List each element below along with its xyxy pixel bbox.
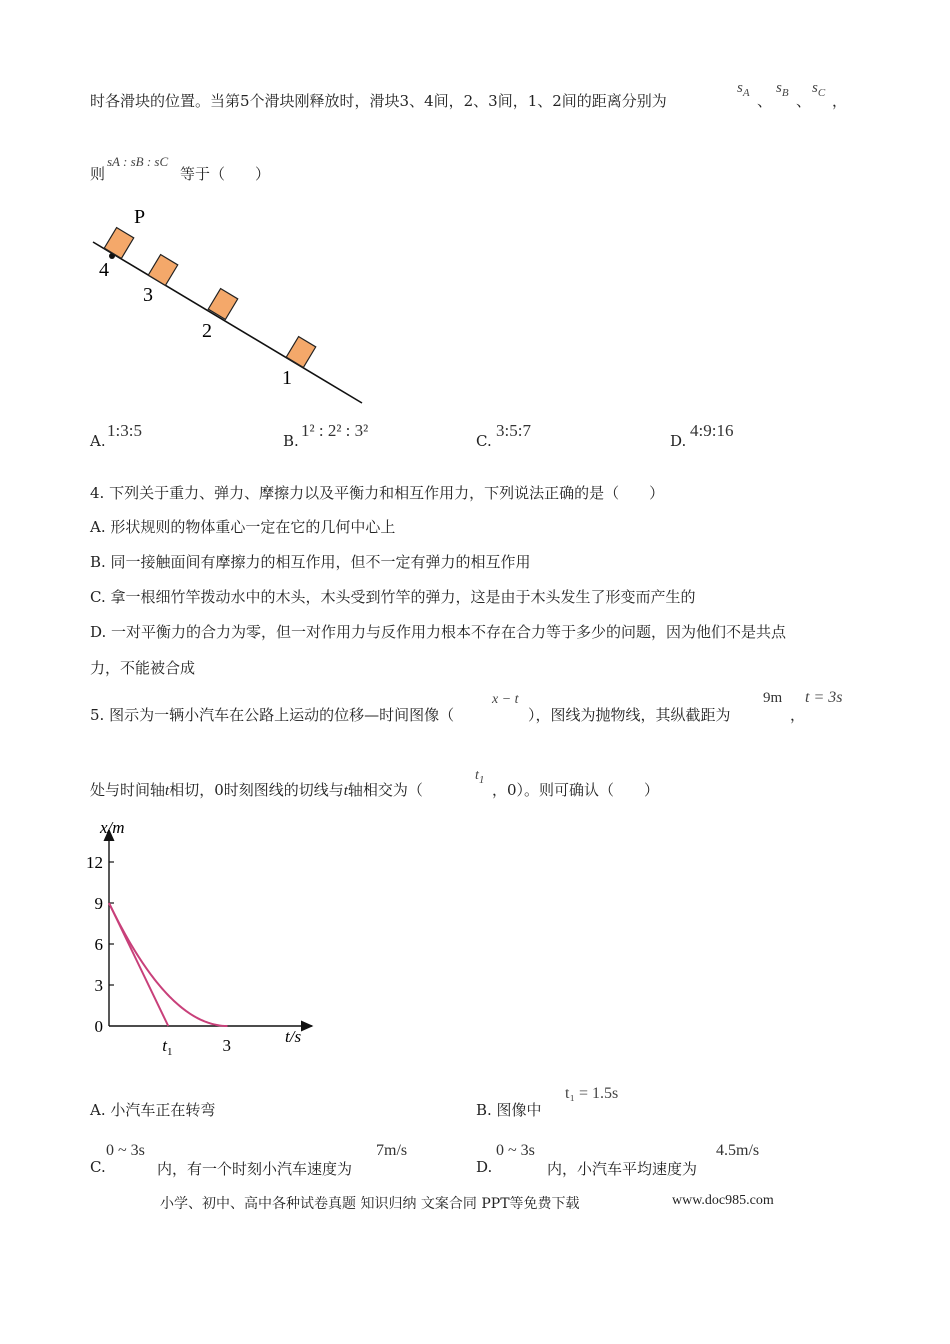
q5-option-d-letter: D. [476, 1158, 493, 1176]
q5-option-d-range: 0 ~ 3s [496, 1142, 535, 1159]
q5-option-b-math: t₁ = 1.5s [565, 1085, 619, 1102]
tick-marks [86, 853, 114, 1036]
nine-m: 9m [763, 690, 783, 706]
label-3: 3 [143, 284, 153, 306]
parabola-curve [109, 903, 228, 1026]
q4-option-b: B. 同一接触面间有摩擦力的相互作用，但不一定有弹力的相互作用 [90, 553, 531, 571]
footer-text: 小学、初中、高中各种试卷真题 知识归纳 文案合同 PPT等免费下载 [160, 1196, 580, 1212]
option-d-letter: D. [670, 432, 687, 450]
sB-symbol: $s_B$ [776, 80, 789, 99]
q5-option-c-letter: C. [90, 1158, 106, 1176]
tangent-line [109, 903, 168, 1026]
option-d-value: 4:9:16 [690, 421, 734, 440]
t3-tick-label: 3 [222, 1036, 231, 1055]
x-axis-label: t/s [285, 1027, 302, 1046]
sC-symbol: $s_C$ [812, 80, 826, 99]
q3-line1 [90, 90, 667, 111]
y-tick-label: 6 [94, 935, 103, 954]
sA-symbol: $s_A$ [737, 80, 750, 99]
q5-option-d-value: 4.5m/s [716, 1142, 760, 1159]
q5-stem-a: 5. 图示为一辆小汽车在公路上运动的位移—时间图像（ [90, 706, 455, 724]
q4-option-c: C. 拿一根细竹竿拨动水中的木头，木头受到竹竿的弹力，这是由于木头发生了形变而产生的 [90, 588, 696, 606]
option-b-value: 1² : 2² : 3² [301, 421, 369, 440]
q5-option-c-value: 7m/s [376, 1142, 408, 1159]
t1-symbol: $t_1$ [475, 768, 485, 786]
slider-block-4 [104, 228, 134, 259]
q5-option-b-prefix: B. 图像中 [476, 1101, 542, 1119]
q3-line2-suffix: 等于（ ） [180, 165, 271, 183]
t-equals-3s: t = 3s [805, 689, 843, 706]
option-c-letter: C. [476, 432, 492, 450]
q4-option-d-line1: D. 一对平衡力的合力为零，但一对作用力与反作用力根本不存在合力等于多少的问题，因为他们不是共点 [90, 623, 787, 641]
comma: ， [832, 92, 848, 110]
label-4: 4 [99, 259, 109, 281]
label-1: 1 [282, 367, 292, 389]
q5-option-c-range: 0 ~ 3s [106, 1142, 145, 1159]
separator: 、 [796, 92, 812, 110]
q4-stem: 4. 下列关于重力、弹力、摩擦力以及平衡力和相互作用力，下列说法正确的是（ ） [90, 484, 665, 502]
y-axis-label: x/m [100, 818, 125, 837]
incline-figure [85, 200, 375, 410]
q5-line2: 处与时间轴t相切，0时刻图线的切线与t轴相交为（ [90, 781, 423, 799]
slider-block-2 [208, 289, 238, 320]
comma: ， [790, 706, 806, 724]
q5-stem-b: ），图线为抛物线，其纵截距为 [528, 706, 731, 724]
t1-tick-label: $t_1$ [162, 1036, 173, 1058]
slider-block-1 [286, 337, 316, 368]
option-c-value: 3:5:7 [496, 421, 531, 440]
q4-option-d-line2: 力，不能被合成 [90, 659, 196, 677]
q3-line1-text: 时各滑块的位置。当第5个滑块刚释放时，滑块3、4间，2、3间，1、2间的距离分别为 [90, 92, 667, 110]
y-tick-label: 0 [94, 1017, 103, 1036]
option-a-value: 1:3:5 [107, 421, 142, 440]
q3-line2-prefix: 则 [90, 165, 106, 183]
slider-block-3 [148, 255, 178, 286]
y-tick-label: 12 [86, 853, 103, 872]
label-2: 2 [202, 320, 212, 342]
q5-option-d-text: 内，小汽车平均速度为 [547, 1160, 698, 1178]
incline-line [93, 242, 362, 403]
footer-url[interactable]: www.doc985.com [672, 1193, 774, 1208]
q4-option-a: A. 形状规则的物体重心一定在它的几何中心上 [90, 518, 396, 536]
label-P: P [134, 206, 146, 228]
xt-expression: x − t [492, 692, 519, 707]
y-tick-label: 9 [94, 894, 103, 913]
q5-option-c-text: 内，有一个时刻小汽车速度为 [157, 1160, 353, 1178]
y-tick-label: 3 [94, 976, 103, 995]
ratio-expression: sA : sB : sC [107, 154, 169, 169]
option-a-letter: A. [90, 432, 106, 450]
q5-option-a: A. 小汽车正在转弯 [90, 1101, 216, 1119]
q5-line2-end: ，0）。则可确认（ ） [492, 781, 660, 799]
xt-chart [80, 815, 330, 1065]
separator: 、 [757, 92, 773, 110]
option-b-letter: B. [283, 432, 299, 450]
